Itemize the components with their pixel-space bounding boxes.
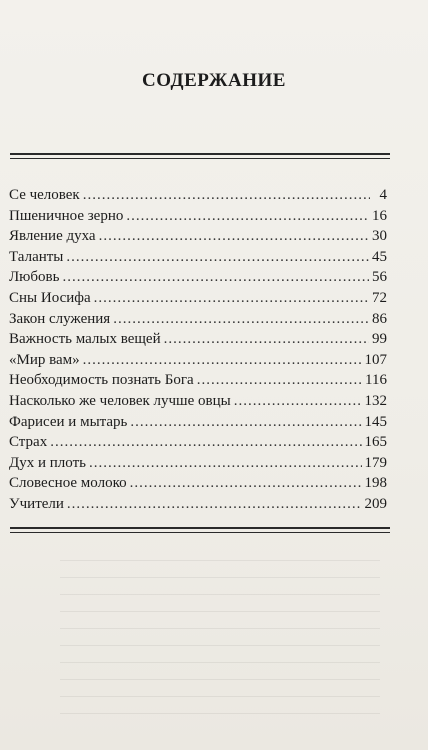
table-of-contents <box>9 185 387 515</box>
dot-leader <box>94 288 369 308</box>
toc-entry-title: Таланты <box>9 248 64 265</box>
dot-leader <box>66 247 369 267</box>
dot-leader <box>83 350 362 370</box>
toc-entry[interactable] <box>9 247 387 268</box>
toc-entry-title: «Мир вам» <box>9 351 80 368</box>
toc-entry-title: Закон служения <box>9 310 111 327</box>
toc-entry[interactable] <box>9 350 387 371</box>
toc-entry-title: Важность малых вещей <box>9 331 161 348</box>
dot-leader <box>197 370 362 390</box>
toc-entry-title: Насколько же человек лучше овцы <box>9 392 231 409</box>
toc-entry[interactable] <box>9 453 387 474</box>
toc-entry-page: 107 <box>364 351 387 368</box>
toc-entry-title: Фарисеи и мытарь <box>9 413 128 430</box>
toc-entry[interactable] <box>9 391 387 412</box>
dot-leader <box>130 473 362 493</box>
bottom-divider <box>10 527 390 533</box>
toc-entry[interactable] <box>9 288 387 309</box>
toc-entry-page: 4 <box>379 187 387 203</box>
toc-entry-title: Пшеничное зерно <box>9 207 124 224</box>
dot-leader <box>164 329 369 349</box>
toc-entry-page: 209 <box>364 495 387 512</box>
toc-entry-page: 56 <box>372 269 387 286</box>
toc-entry-page: 165 <box>364 434 387 451</box>
dot-leader <box>130 412 361 432</box>
dot-leader <box>83 185 370 205</box>
toc-entry[interactable] <box>9 206 387 227</box>
toc-entry-page: 45 <box>372 248 387 265</box>
toc-entry[interactable] <box>9 432 387 453</box>
toc-entry-page: 198 <box>364 475 387 492</box>
dot-leader <box>62 267 369 287</box>
toc-entry[interactable] <box>9 412 387 433</box>
toc-entry[interactable] <box>9 185 387 206</box>
toc-entry-page: 72 <box>372 289 387 306</box>
toc-entry-page: 30 <box>372 228 387 245</box>
toc-entry-page: 86 <box>372 310 387 327</box>
show-through-texture <box>60 560 380 730</box>
toc-entry-page: 116 <box>365 372 387 389</box>
toc-entry[interactable] <box>9 226 387 247</box>
toc-entry-title: Учители <box>9 495 64 512</box>
toc-entry-title: Словесное молоко <box>9 475 127 492</box>
dot-leader <box>99 226 369 246</box>
dot-leader <box>113 309 369 329</box>
toc-entry-title: Се человек <box>9 187 80 203</box>
dot-leader <box>126 206 369 226</box>
toc-entry[interactable] <box>9 267 387 288</box>
toc-entry-page: 179 <box>364 454 387 471</box>
dot-leader <box>234 391 362 411</box>
dot-leader <box>89 453 362 473</box>
top-divider <box>10 153 390 159</box>
toc-entry-page: 16 <box>372 207 387 224</box>
toc-entry-page: 145 <box>364 413 387 430</box>
toc-entry-page: 132 <box>364 392 387 409</box>
toc-entry-title: Сны Иосифа <box>9 289 91 306</box>
toc-entry-title: Любовь <box>9 269 60 286</box>
toc-entry-title: Страх <box>9 434 48 451</box>
toc-entry[interactable] <box>9 370 387 391</box>
toc-entry[interactable] <box>9 309 387 330</box>
dot-leader <box>50 432 361 452</box>
toc-entry[interactable] <box>9 329 387 350</box>
toc-entry-page: 99 <box>372 331 387 348</box>
toc-entry-title: Необходимость познать Бога <box>9 372 194 389</box>
dot-leader <box>67 494 362 514</box>
toc-entry[interactable] <box>9 473 387 494</box>
toc-entry-title: Дух и плоть <box>9 454 86 471</box>
toc-entry[interactable] <box>9 494 387 515</box>
contents-heading: СОДЕРЖАНИЕ <box>142 70 286 91</box>
toc-entry-title: Явление духа <box>9 228 96 245</box>
